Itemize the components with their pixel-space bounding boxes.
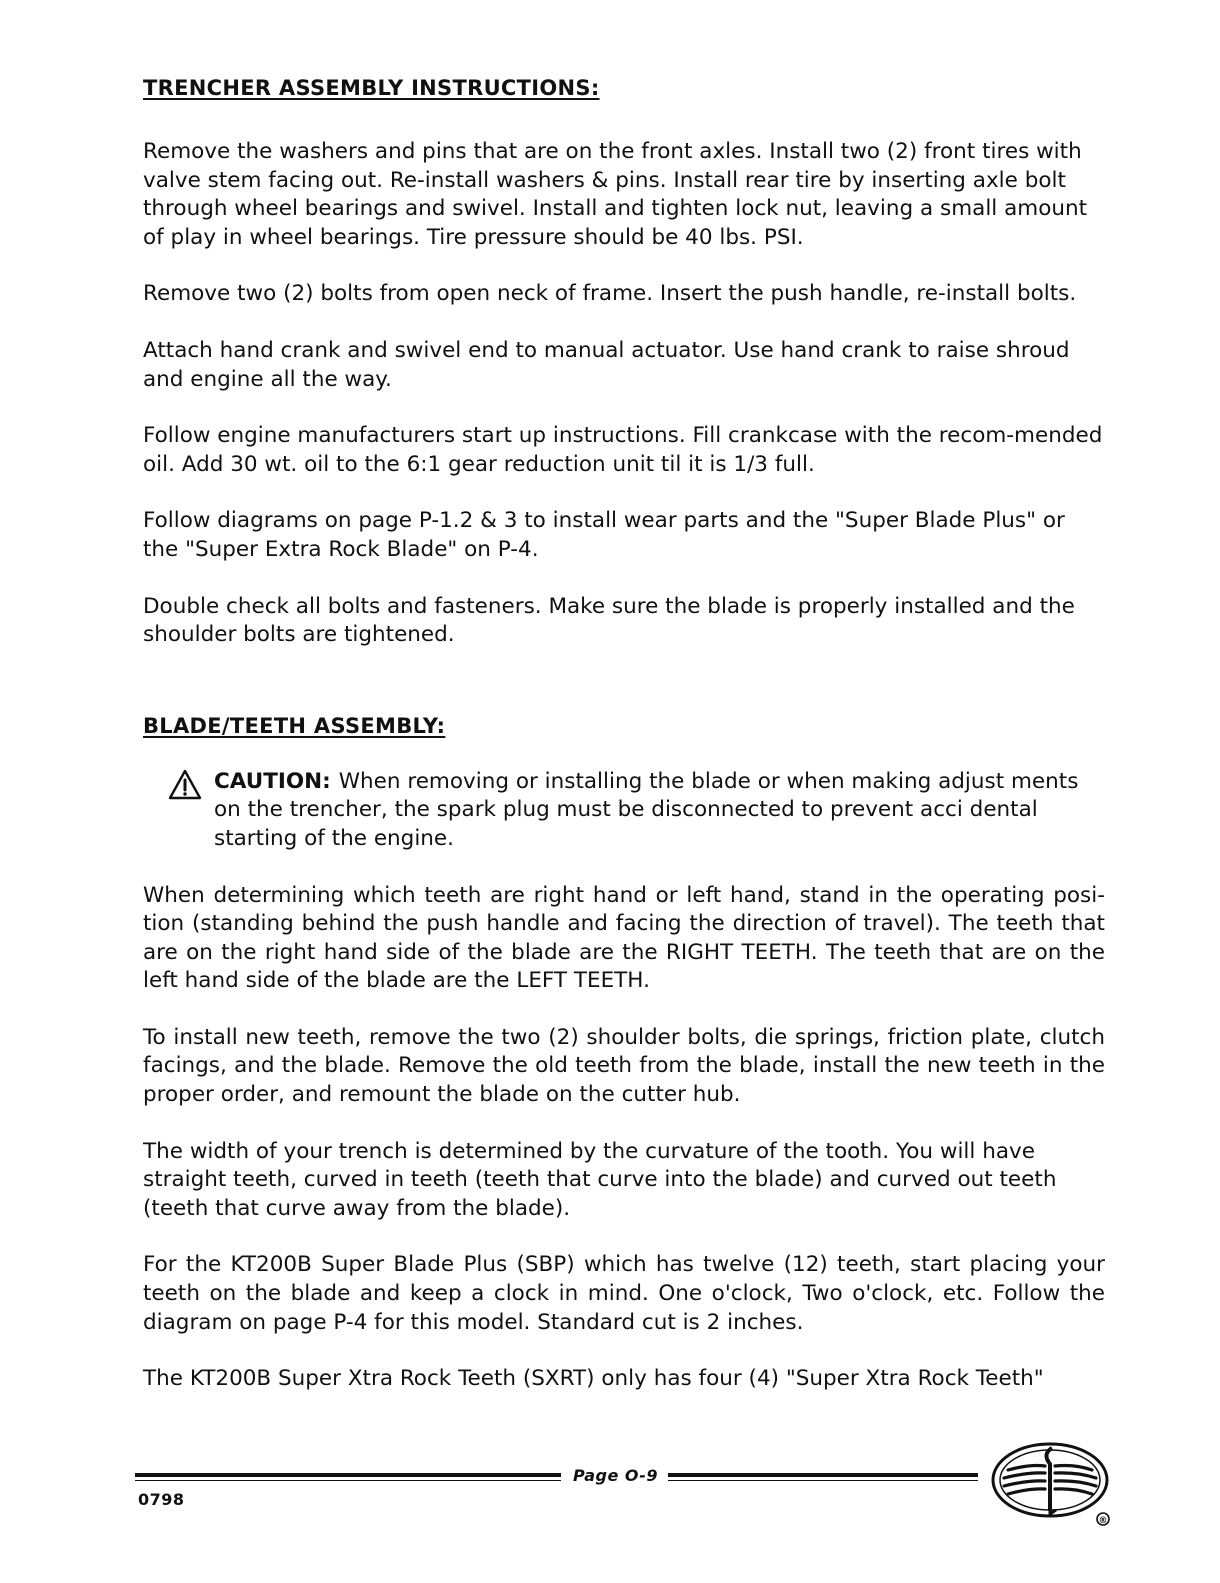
paragraph-engine-oil: Follow engine manufacturers start up instructions. Fill crankcase with the recom-mended oil. Add 30 wt. oil to the 6:1 gear reduction unit til it is 1/3 full. [143, 423, 1103, 477]
paragraph-tires: Remove the washers and pins that are on the front axles. Install two (2) front tires with valve stem facing out. Re-install washers & pins. Install rear tire by inserting axle bolt through wheel bearings and swivel. Install and tighten lock nut, leaving a small amount of play in wheel bearings. Tire pressure should be 40 lbs. PSI. [143, 139, 1088, 250]
blade-teeth-section [143, 706, 1105, 1394]
caution-text: When removing or installing the blade or when making adjust ments on the trencher, the spark plug must be disconnected to prevent acci dental starting of the engine. [214, 768, 1079, 851]
paragraph-wear-parts: Follow diagrams on page P-1.2 & 3 to install wear parts and the "Super Blade Plus" or the "Super Extra Rock Blade" on P-4. [143, 508, 1065, 562]
footer-rule-right [668, 1473, 978, 1481]
company-logo-icon [990, 1440, 1120, 1530]
section-heading-blade-teeth: BLADE/TEETH ASSEMBLY: [143, 713, 446, 738]
paragraph-double-check: Double check all bolts and fasteners. Make sure the blade is properly installed and the shoulder bolts are tightened. [143, 593, 1075, 648]
caution-label: CAUTION: [214, 768, 331, 794]
page-content [143, 68, 1105, 1422]
registered-mark: ® [1098, 1516, 1108, 1526]
caution-notice [143, 768, 1105, 854]
section-heading-trencher-assembly: TRENCHER ASSEMBLY INSTRUCTIONS: [143, 76, 600, 100]
paragraph-super-blade-plus: For the KT200B Super Blade Plus (SBP) which has twelve (12) teeth, start placing your teeth on the blade and keep a clock in mind. One o'clock, Two o'clock, etc. Follow the diagram on page P-4 for this model. Standard cut is 2 inches. [143, 1252, 1105, 1335]
footer-rule-left [135, 1473, 561, 1481]
paragraph-right-left-teeth: When determining which teeth are right hand or left hand, stand in the operating posi-tion (standing behind the push handle and facing the direction of travel). The teeth that are on the right hand side of the blade are the RIGHT TEETH. The teeth that are on the left hand side of the blade are the LEFT TEETH. [143, 882, 1105, 994]
paragraph-super-xtra-rock: The KT200B Super Xtra Rock Teeth (SXRT) only has four (4) "Super Xtra Rock Teeth" [143, 1366, 1044, 1392]
paragraph-install-teeth: To install new teeth, remove the two (2) shoulder bolts, die springs, friction plate, clutch facings, and the blade. Remove the old teeth from the blade, install the new teeth in the proper order, and remount the blade on the cutter hub. [143, 1024, 1105, 1108]
paragraph-hand-crank: Attach hand crank and swivel end to manual actuator. Use hand crank to raise shroud and engine all the way. [143, 337, 1070, 392]
paragraph-trench-width: The width of your trench is determined by the curvature of the tooth. You will have straight teeth, curved in teeth (teeth that curve into the blade) and curved out teeth (teeth that curve away from the blade). [143, 1138, 1057, 1221]
page-number: Page O-9 [573, 1466, 659, 1485]
warning-triangle-icon [167, 768, 203, 802]
page-footer [135, 1466, 1115, 1536]
document-code: 0798 [138, 1490, 185, 1509]
paragraph-push-handle: Remove two (2) bolts from open neck of frame. Insert the push handle, re-install bolts. [143, 281, 1077, 307]
